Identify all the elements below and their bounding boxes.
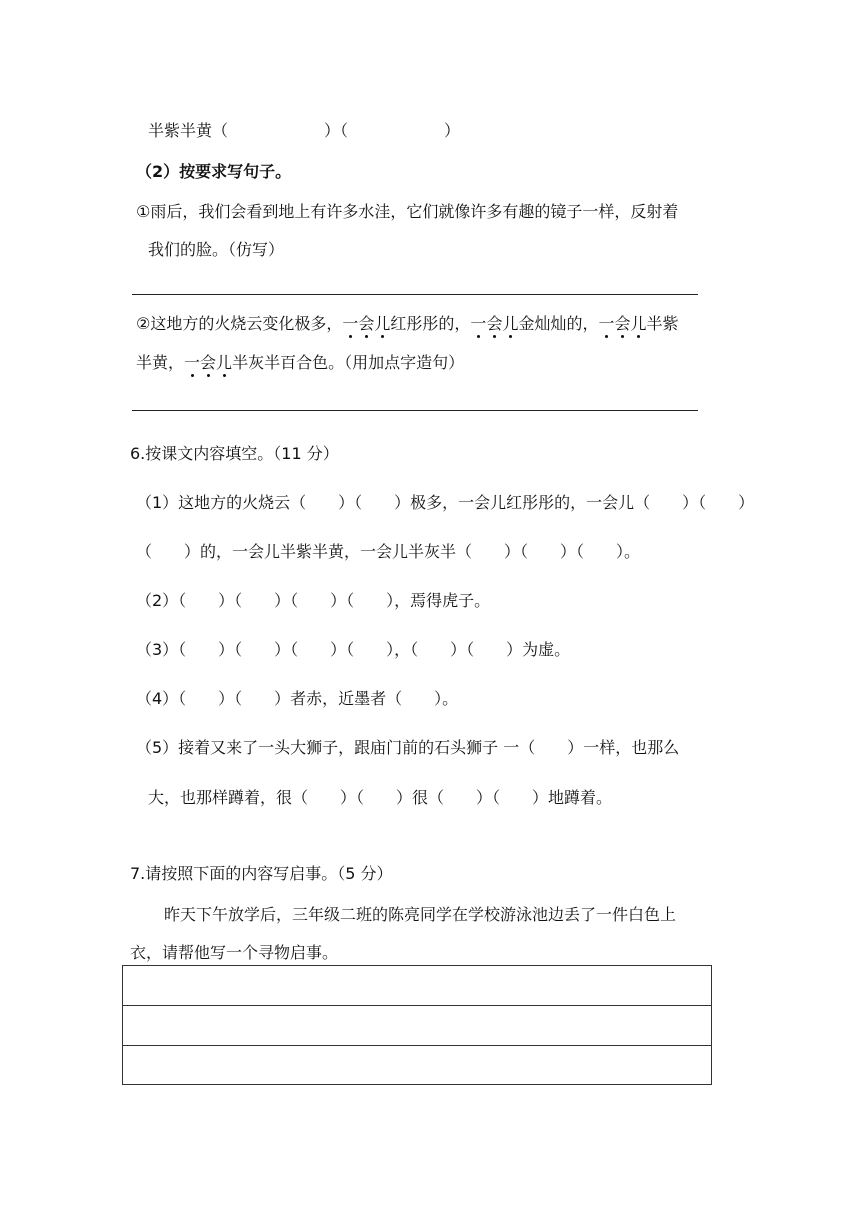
dotted-char: 会: [486, 314, 503, 333]
dotted-char: 儿: [502, 314, 519, 333]
dotted-char: 会: [200, 353, 217, 372]
q6-line-3: （2）（ ）（ ）（ ）（ ），焉得虎子。: [136, 591, 491, 610]
writing-row-1[interactable]: [123, 966, 711, 1006]
q6-line-4: （3）（ ）（ ）（ ）（ ），（ ）（ ）为虚。: [136, 640, 571, 659]
q6-line-6: （5）接着又来了一头大狮子，跟庙门前的石头狮子 一（ ）一样，也那么: [136, 738, 680, 757]
answer-rule-1: [132, 294, 698, 295]
dotted-char: 一: [598, 314, 615, 333]
dotted-word-3: [598, 314, 646, 333]
dotted-char: 会: [614, 314, 631, 333]
dotted-word-4: [184, 353, 232, 372]
q5-item2-line1: ②这地方的火烧云变化极多，一会儿红彤彤的，一会儿金灿灿的，一会儿半紫: [136, 314, 679, 333]
q5-item1-line2: 我们的脸。（仿写）: [148, 240, 285, 259]
q5-item2-line2: 半黄，一会儿半灰半百合色。（用加点字造句）: [136, 353, 465, 372]
notice-writing-box: [122, 965, 712, 1085]
dotted-word-1: [342, 314, 390, 333]
q6-line-1: （1）这地方的火烧云（ ）（ ）极多，一会儿红彤彤的，一会儿（ ）（ ）: [136, 493, 755, 512]
q5-carry-line: 半紫半黄（ ）（ ）: [148, 121, 461, 140]
writing-row-3[interactable]: [123, 1046, 711, 1084]
q6-title: 6.按课文内容填空。（11 分）: [130, 444, 339, 463]
dotted-char: 儿: [216, 353, 233, 372]
q6-line-5: （4）（ ）（ ）者赤，近墨者（ ）。: [136, 689, 459, 708]
q6-line-7: 大，也那样蹲着，很（ ）（ ）很（ ）（ ）地蹲着。: [148, 788, 613, 807]
answer-rule-2: [132, 410, 698, 411]
writing-row-2[interactable]: [123, 1006, 711, 1046]
q6-line-2: （ ）的，一会儿半紫半黄，一会儿半灰半（ ）（ ）（ ）。: [136, 542, 641, 561]
dotted-char: 儿: [630, 314, 647, 333]
q7-prompt-line2: 衣，请帮他写一个寻物启事。: [130, 943, 339, 962]
dotted-char: 一: [470, 314, 487, 333]
dotted-char: 一: [342, 314, 359, 333]
q7-prompt-line1: 昨天下午放学后，三年级二班的陈亮同学在学校游泳池边丢了一件白色上: [164, 905, 677, 924]
dotted-word-2: [470, 314, 518, 333]
q5-part2-heading: （2）按要求写句子。: [136, 162, 292, 181]
q5-item1-line1: ①雨后，我们会看到地上有许多水洼，它们就像许多有趣的镜子一样，反射着: [136, 202, 679, 221]
dotted-char: 儿: [374, 314, 391, 333]
q7-title: 7.请按照下面的内容写启事。（5 分）: [130, 864, 393, 883]
dotted-char: 一: [184, 353, 201, 372]
dotted-char: 会: [358, 314, 375, 333]
